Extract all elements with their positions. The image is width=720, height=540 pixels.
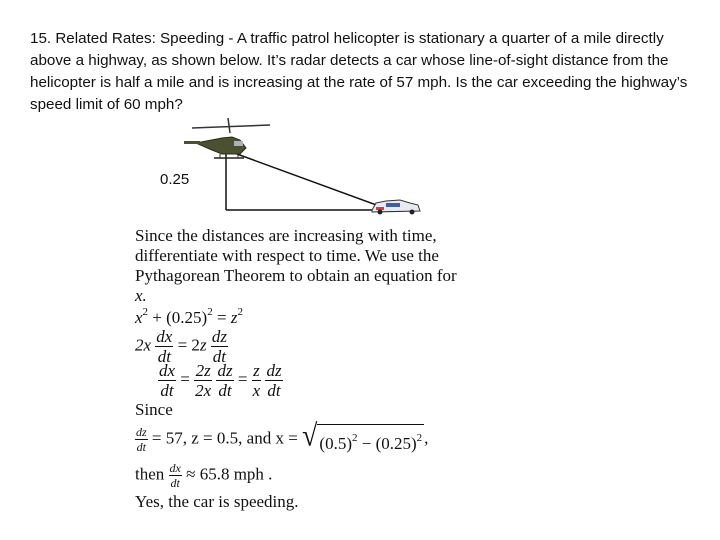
solution-intro-line-4: x.: [135, 286, 147, 305]
solution-intro-line-3: Pythagorean Theorem to obtain an equation for: [135, 266, 457, 285]
solution-block: [135, 226, 457, 306]
square-root: √ $(0.5)^2 - (0.25)^2$: [302, 419, 423, 454]
since-label: Since: [135, 400, 173, 419]
line-of-sight: [226, 150, 390, 210]
problem-statement: 15. Related Rates: Speeding - A traffic patrol helicopter is stationary a quarter of a mile directly above a highway, as shown below. It’s radar detects a car whose line-of-sight distance from the helicopter is half a mile and is increasing at the rate of 57 mph. Is the car exceeding the highway’s speed limit of 60 mph?: [30, 30, 688, 113]
helicopter-icon: [184, 118, 270, 158]
height-label: 0.25: [160, 171, 190, 188]
car-icon: [372, 200, 420, 215]
equation-pythagorean: $x^2 + (0.25)^2 = z^2$: [135, 306, 243, 327]
solution-intro-line-2: differentiate with respect to time. We use the: [135, 246, 439, 265]
equation-differentiated: 2x $\frac{dx}{dt}$ = 2z $\frac{dz}{dt}$: [135, 327, 227, 366]
solution-intro-line-1: Since the distances are increasing with time,: [135, 226, 437, 245]
result-line: then $\frac{dx}{dt}$ ≈ 65.8 mph .: [135, 461, 273, 490]
equation-solved: $\frac{dx}{dt}$ = $\frac{2z}{2x}$ $\frac{dz}{dt}$ = $\frac{z}{x}$ $\frac{dz}{dt}$: [159, 361, 282, 400]
given-values: $\frac{dz}{dt}$ = 57, z = 0.5, and x = √ $(0.5)^2 - (0.25)^2$ ,: [136, 419, 429, 454]
conclusion: Yes, the car is speeding.: [135, 492, 299, 511]
